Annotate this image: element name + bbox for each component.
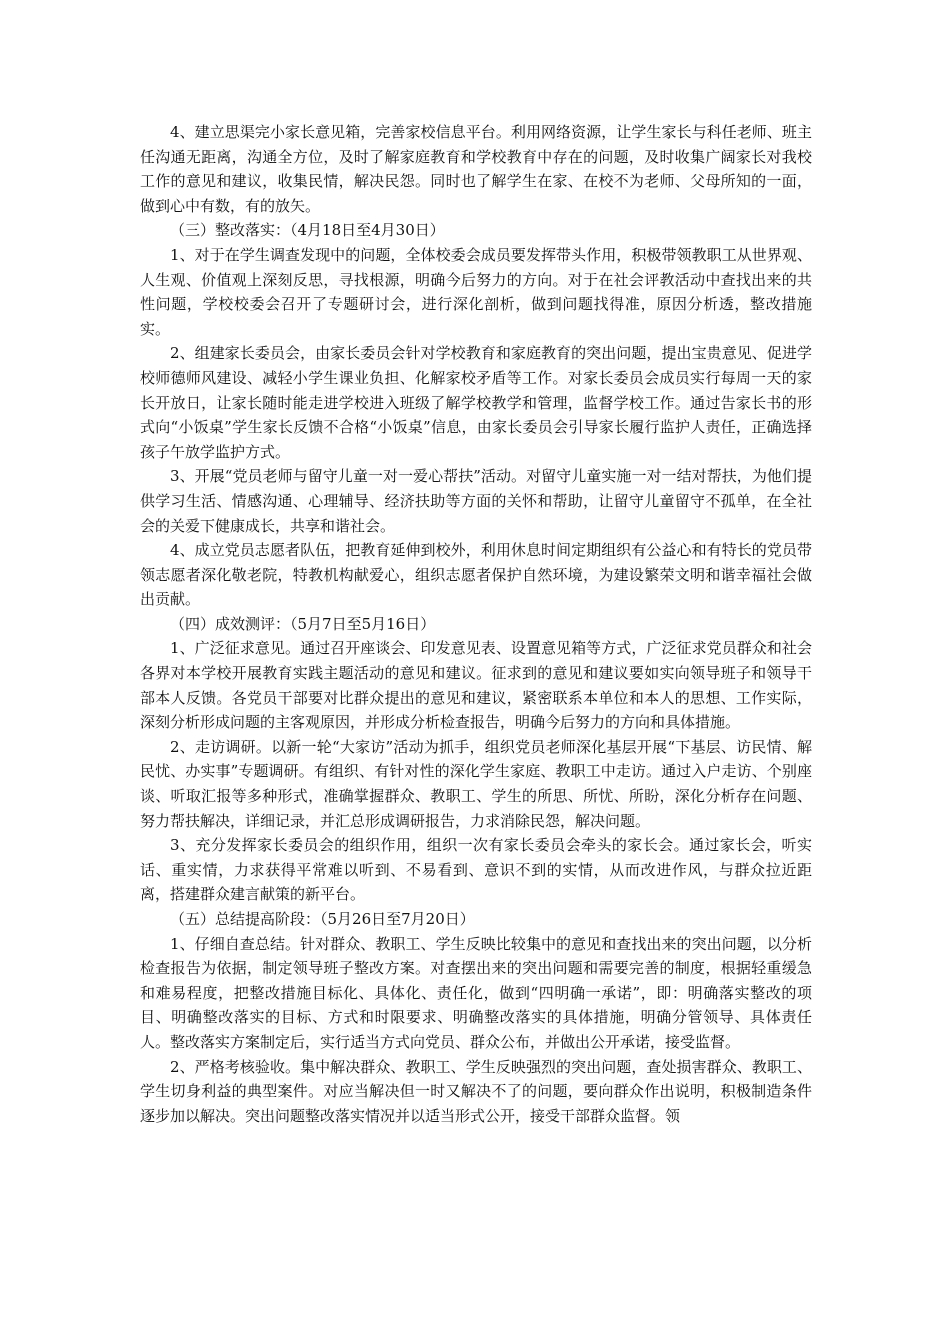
section-heading-summary: （五）总结提高阶段：（5月26日至7月20日） (170, 910, 475, 928)
paragraph-rectification-1: 1、对于在学生调查发现中的问题，全体校委会成员要发挥带头作用，积极带领教职工从世界观、人生观、价值观上深刻反思，寻找根源，明确今后努力的方向。对于在社会评教活动中查找出来的共性问题，学校校委会召开了专题研讨会，进行深化剖析，做到问题找得准，原因分析透，整改措施实。 (140, 245, 812, 338)
paragraph-rectification-4: 4、成立党员志愿者队伍，把教育延伸到校外，利用休息时间定期组织有公益心和有特长的党员带领志愿者深化敬老院，特教机构献爱心，组织志愿者保护自然环境，为建设繁荣文明和谐幸福社会做出贡献。 (140, 541, 812, 609)
section-heading-rectification: （三）整改落实：（4月18日至4月30日） (170, 221, 445, 240)
section-heading-evaluation: （四）成效测评：（5月7日至5月16日） (170, 614, 436, 633)
paragraph-summary-2: 2、严格考核验收。集中解决群众、教职工、学生反映强烈的突出问题，查处损害群众、教职工、学生切身利益的典型案件。对应当解决但一时又解决不了的问题，要向群众作出说明，积极制造条件逐步加以解决。突出问题整改落实情况并以适当形式公开，接受干部群众监督。领 (140, 1057, 812, 1125)
paragraph-rectification-3: 3、开展“党员老师与留守儿童一对一爱心帮扶”活动。对留守儿童实施一对一结对帮扶，为他们提供学习生活、情感沟通、心理辅导、经济扶助等方面的关怀和帮助，让留守儿童留守不孤单，在全社会的关爱下健康成长，共享和谐社会。 (140, 467, 812, 535)
paragraph-evaluation-1: 1、广泛征求意见。通过召开座谈会、印发意见表、设置意见箱等方式，广泛征求党员群众和社会各界对本学校开展教育实践主题活动的意见和建议。征求到的意见和建议要如实向领导班子和领导干部本人反馈。各党员干部要对比群众提出的意见和建议，紧密联系本单位和本人的思想、工作实际，深刻分析形成问题的主客观原因，并形成分析检查报告，明确今后努力的方向和具体措施。 (140, 639, 812, 732)
paragraph-parent-feedback-box: 4、建立思渠完小家长意见箱，完善家校信息平台。利用网络资源，让学生家长与科任老师、班主任沟通无距离，沟通全方位，及时了解家庭教育和学校教育中存在的问题，及时收集广阔家长对我校工作的意见和建议，收集民情，解决民怨。同时也了解学生在家、在校不为老师、父母所知的一面，做到心中有数，有的放矢。 (140, 123, 812, 215)
paragraph-summary-1: 1、仔细自查总结。针对群众、教职工、学生反映比较集中的意见和查找出来的突出问题，以分析检查报告为依据，制定领导班子整改方案。对查摆出来的突出问题和需要完善的制度，根据轻重缓急和难易程度，把整改措施目标化、具体化、责任化，做到“四明确一承诺”，即：明确落实整改的项目、明确整改落实的目标、方式和时限要求、明确整改落实的具体措施，明确分管领导、具体责任人。整改落实方案制定后，实行适当方式向党员、群众公布，并做出公开承诺，接受监督。 (140, 934, 812, 1051)
paragraph-evaluation-2: 2、走访调研。以新一轮“大家访”活动为抓手，组织党员老师深化基层开展“下基层、访民情、解民忧、办实事”专题调研。有组织、有针对性的深化学生家庭、教职工中走访。通过入户走访、个别座谈、听取汇报等多种形式，准确掌握群众、教职工、学生的所思、所忧、所盼，深化分析存在问题、努力帮扶解决，详细记录，并汇总形成调研报告，力求消除民怨，解决问题。 (140, 737, 812, 830)
paragraph-rectification-2: 2、组建家长委员会，由家长委员会针对学校教育和家庭教育的突出问题，提出宝贵意见、促进学校师德师风建设、减轻小学生课业负担、化解家校矛盾等工作。对家长委员会成员实行每周一天的家长开放日，让家长随时能走进学校进入班级了解学校教学和管理，监督学校工作。通过告家长书的形式向“小饭桌”学生家长反馈不合格“小饭桌”信息，由家长委员会引导家长履行监护人责任，正确选择孩子午放学监护方式。 (140, 344, 812, 461)
document-body (140, 120, 812, 1128)
paragraph-evaluation-3: 3、充分发挥家长委员会的组织作用，组织一次有家长委员会牵头的家长会。通过家长会，听实话、重实情，力求获得平常难以听到、不易看到、意识不到的实情，从而改进作风，与群众拉近距离，搭建群众建言献策的新平台。 (140, 836, 812, 904)
